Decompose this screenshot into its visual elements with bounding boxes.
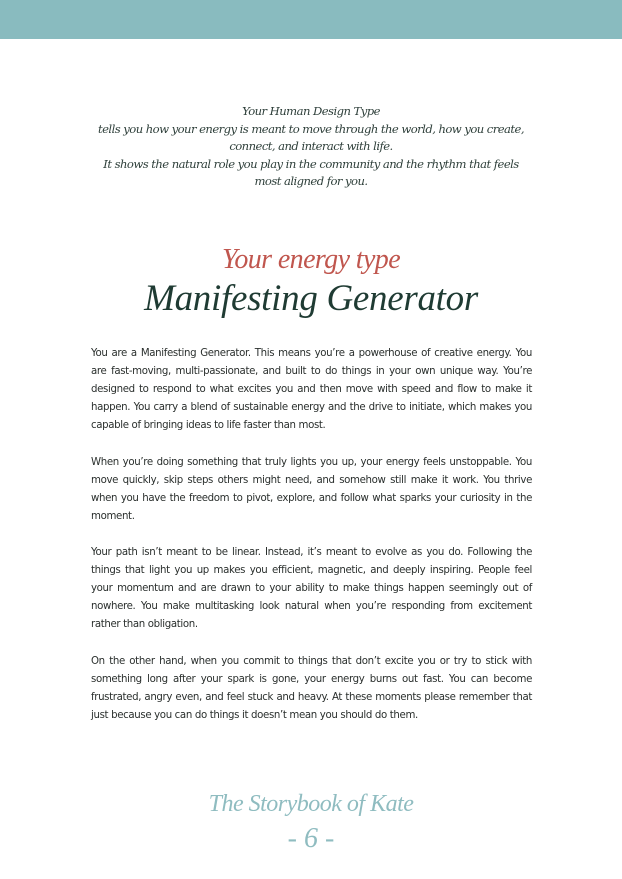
paragraph: When you’re doing something that truly lights you up, your energy feels unstoppable. You move quickly, skip steps others might need, and somehow still make it work. You thrive when you have the freedom to pivot, explore, and follow what sparks your curiosity in the moment. — [91, 456, 532, 522]
intro-line: It shows the natural role you play in the community and the rhythm that feels — [103, 156, 519, 171]
intro-line: most aligned for you. — [254, 174, 368, 189]
body-text — [91, 345, 532, 743]
intro-text — [60, 103, 562, 191]
paragraph: Your path isn’t meant to be linear. Instead, it’s meant to evolve as you do. Following the things that light you up makes you efficient, magnetic, and deeply inspiring. People feel your momentum and are drawn to your ability to make things happen seemingly out of nowhere. You make multitasking look natural when you’re responding from excitement rather than obligation. — [91, 547, 532, 631]
intro-line: tells you how your energy is meant to move through the world, how you create, — [98, 121, 524, 136]
intro-line: Your Human Design Type — [242, 104, 380, 118]
paragraph: You are a Manifesting Generator. This means you’re a powerhouse of creative energy. You are fast-moving, multi-passionate, and built to do things in your own unique way. You’re designed to respond to what excites you and then move with speed and flow to make it happen. You carry a blend of sustainable energy and the drive to initiate, which makes you capable of bringing ideas to life faster than most. — [91, 348, 532, 432]
section-subtitle: Your energy type — [221, 244, 401, 275]
paragraph: On the other hand, when you commit to things that don’t excite you or try to stick with something long after your spark is gone, your energy burns out fast. You can become frustrated, angry even, and feel stuck and heavy. At these moments please remember that just because you can do things it doesn’t mean you should do them. — [91, 655, 532, 721]
header-band — [0, 0, 622, 39]
intro-line: connect, and interact with life. — [229, 139, 393, 154]
page-title: Manifesting Generator — [144, 278, 478, 319]
page-number: - 6 - — [287, 823, 335, 854]
footer-book-title: The Storybook of Kate — [208, 791, 414, 817]
